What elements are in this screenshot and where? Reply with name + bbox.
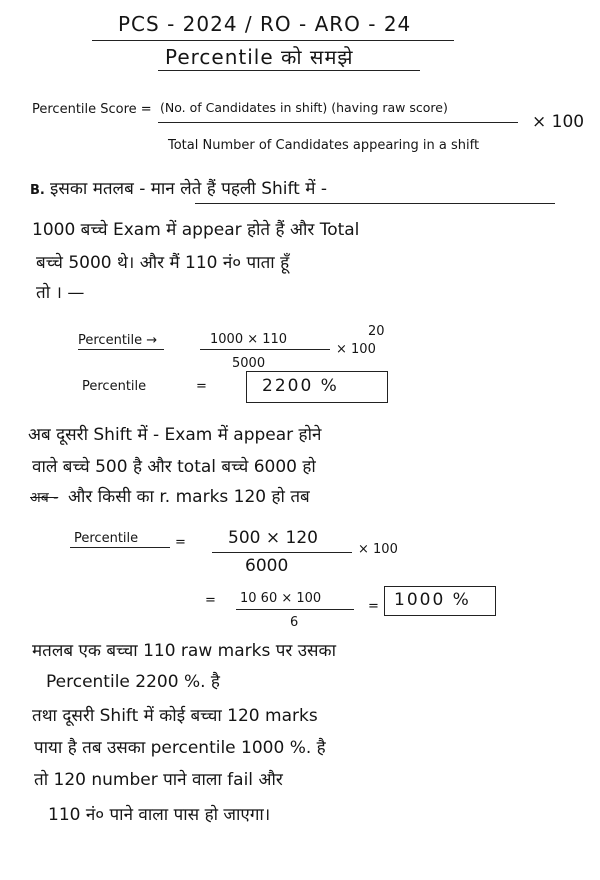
- page-subtitle: Percentile को समझे: [165, 45, 354, 69]
- conclusion-line-1: मतलब एक बच्चा 110 raw marks पर उसका: [32, 641, 336, 661]
- conclusion-line-4: पाया है तब उसका percentile 1000 %. है: [34, 738, 326, 758]
- example1-calc-bar: [200, 349, 330, 350]
- example2-line-2: वाले बच्चे 500 है और total बच्चे 6000 हो: [32, 457, 316, 477]
- bullet-marker: B.: [30, 183, 45, 198]
- example2-equals-2: =: [205, 593, 216, 608]
- example2-calc-label-underline: [70, 547, 170, 548]
- heading-underline: [92, 40, 454, 41]
- example2-calc-numerator: 500 × 120: [228, 528, 318, 548]
- example1-side-note: 20: [368, 324, 385, 339]
- example2-calc-denominator: 6000: [245, 556, 289, 576]
- conclusion-line-6: 110 नं० पाने वाला पास हो जाएगा।: [48, 805, 271, 825]
- example1-calc-denominator: 5000: [232, 356, 266, 371]
- example1-equals: =: [196, 379, 207, 394]
- example2-equals-3: =: [368, 599, 379, 614]
- formula-denominator: Total Number of Candidates appearing in a shift: [168, 138, 480, 153]
- example2-calc-label: Percentile: [74, 531, 139, 546]
- example2-struck-text: अब -: [30, 490, 59, 506]
- example2-step-bar: [236, 609, 354, 610]
- example1-line-4: तो । —: [36, 283, 85, 303]
- example1-line-2: 1000 बच्चे Exam में appear होते हैं और Total: [32, 220, 360, 240]
- example1-line-1: इसका मतलब - मान लेते हैं पहली Shift में -: [50, 179, 327, 199]
- example2-line-3: और किसी का r. marks 120 हो तब: [68, 487, 310, 507]
- example1-result-value: 2200 %: [262, 376, 339, 396]
- example1-line-1-underline: [195, 203, 555, 204]
- exam-heading: PCS - 2024 / RO - ARO - 24: [118, 12, 412, 36]
- example2-result-value: 1000 %: [394, 590, 471, 610]
- example1-calc-numerator: 1000 × 110: [210, 332, 288, 347]
- example1-line-3: बच्चे 5000 थे। और मैं 110 नं० पाता हूँ: [36, 253, 290, 273]
- example1-calc-multiplier: × 100: [336, 342, 376, 357]
- example2-equals-1: =: [175, 535, 186, 550]
- conclusion-line-5: तो 120 number पाने वाला fail और: [34, 770, 283, 790]
- subtitle-underline: [158, 70, 420, 71]
- example2-calc-bar: [212, 552, 352, 553]
- example1-result-label: Percentile: [82, 379, 147, 394]
- example2-step-numerator: 10 60 × 100: [240, 591, 322, 606]
- formula-label: Percentile Score =: [32, 102, 152, 117]
- example1-calc-label: Percentile →: [78, 333, 158, 348]
- example2-line-1: अब दूसरी Shift में - Exam में appear होने: [28, 425, 322, 445]
- example2-step-denominator: 6: [290, 615, 299, 630]
- conclusion-line-2: Percentile 2200 %. है: [46, 672, 220, 692]
- conclusion-line-3: तथा दूसरी Shift में कोई बच्चा 120 marks: [32, 706, 318, 726]
- formula-multiplier: × 100: [532, 112, 585, 132]
- example2-calc-multiplier: × 100: [358, 542, 398, 557]
- example1-calc-label-underline: [78, 349, 164, 350]
- formula-fraction-bar: [158, 122, 518, 123]
- formula-numerator: (No. of Candidates in shift) (having raw score): [160, 100, 448, 115]
